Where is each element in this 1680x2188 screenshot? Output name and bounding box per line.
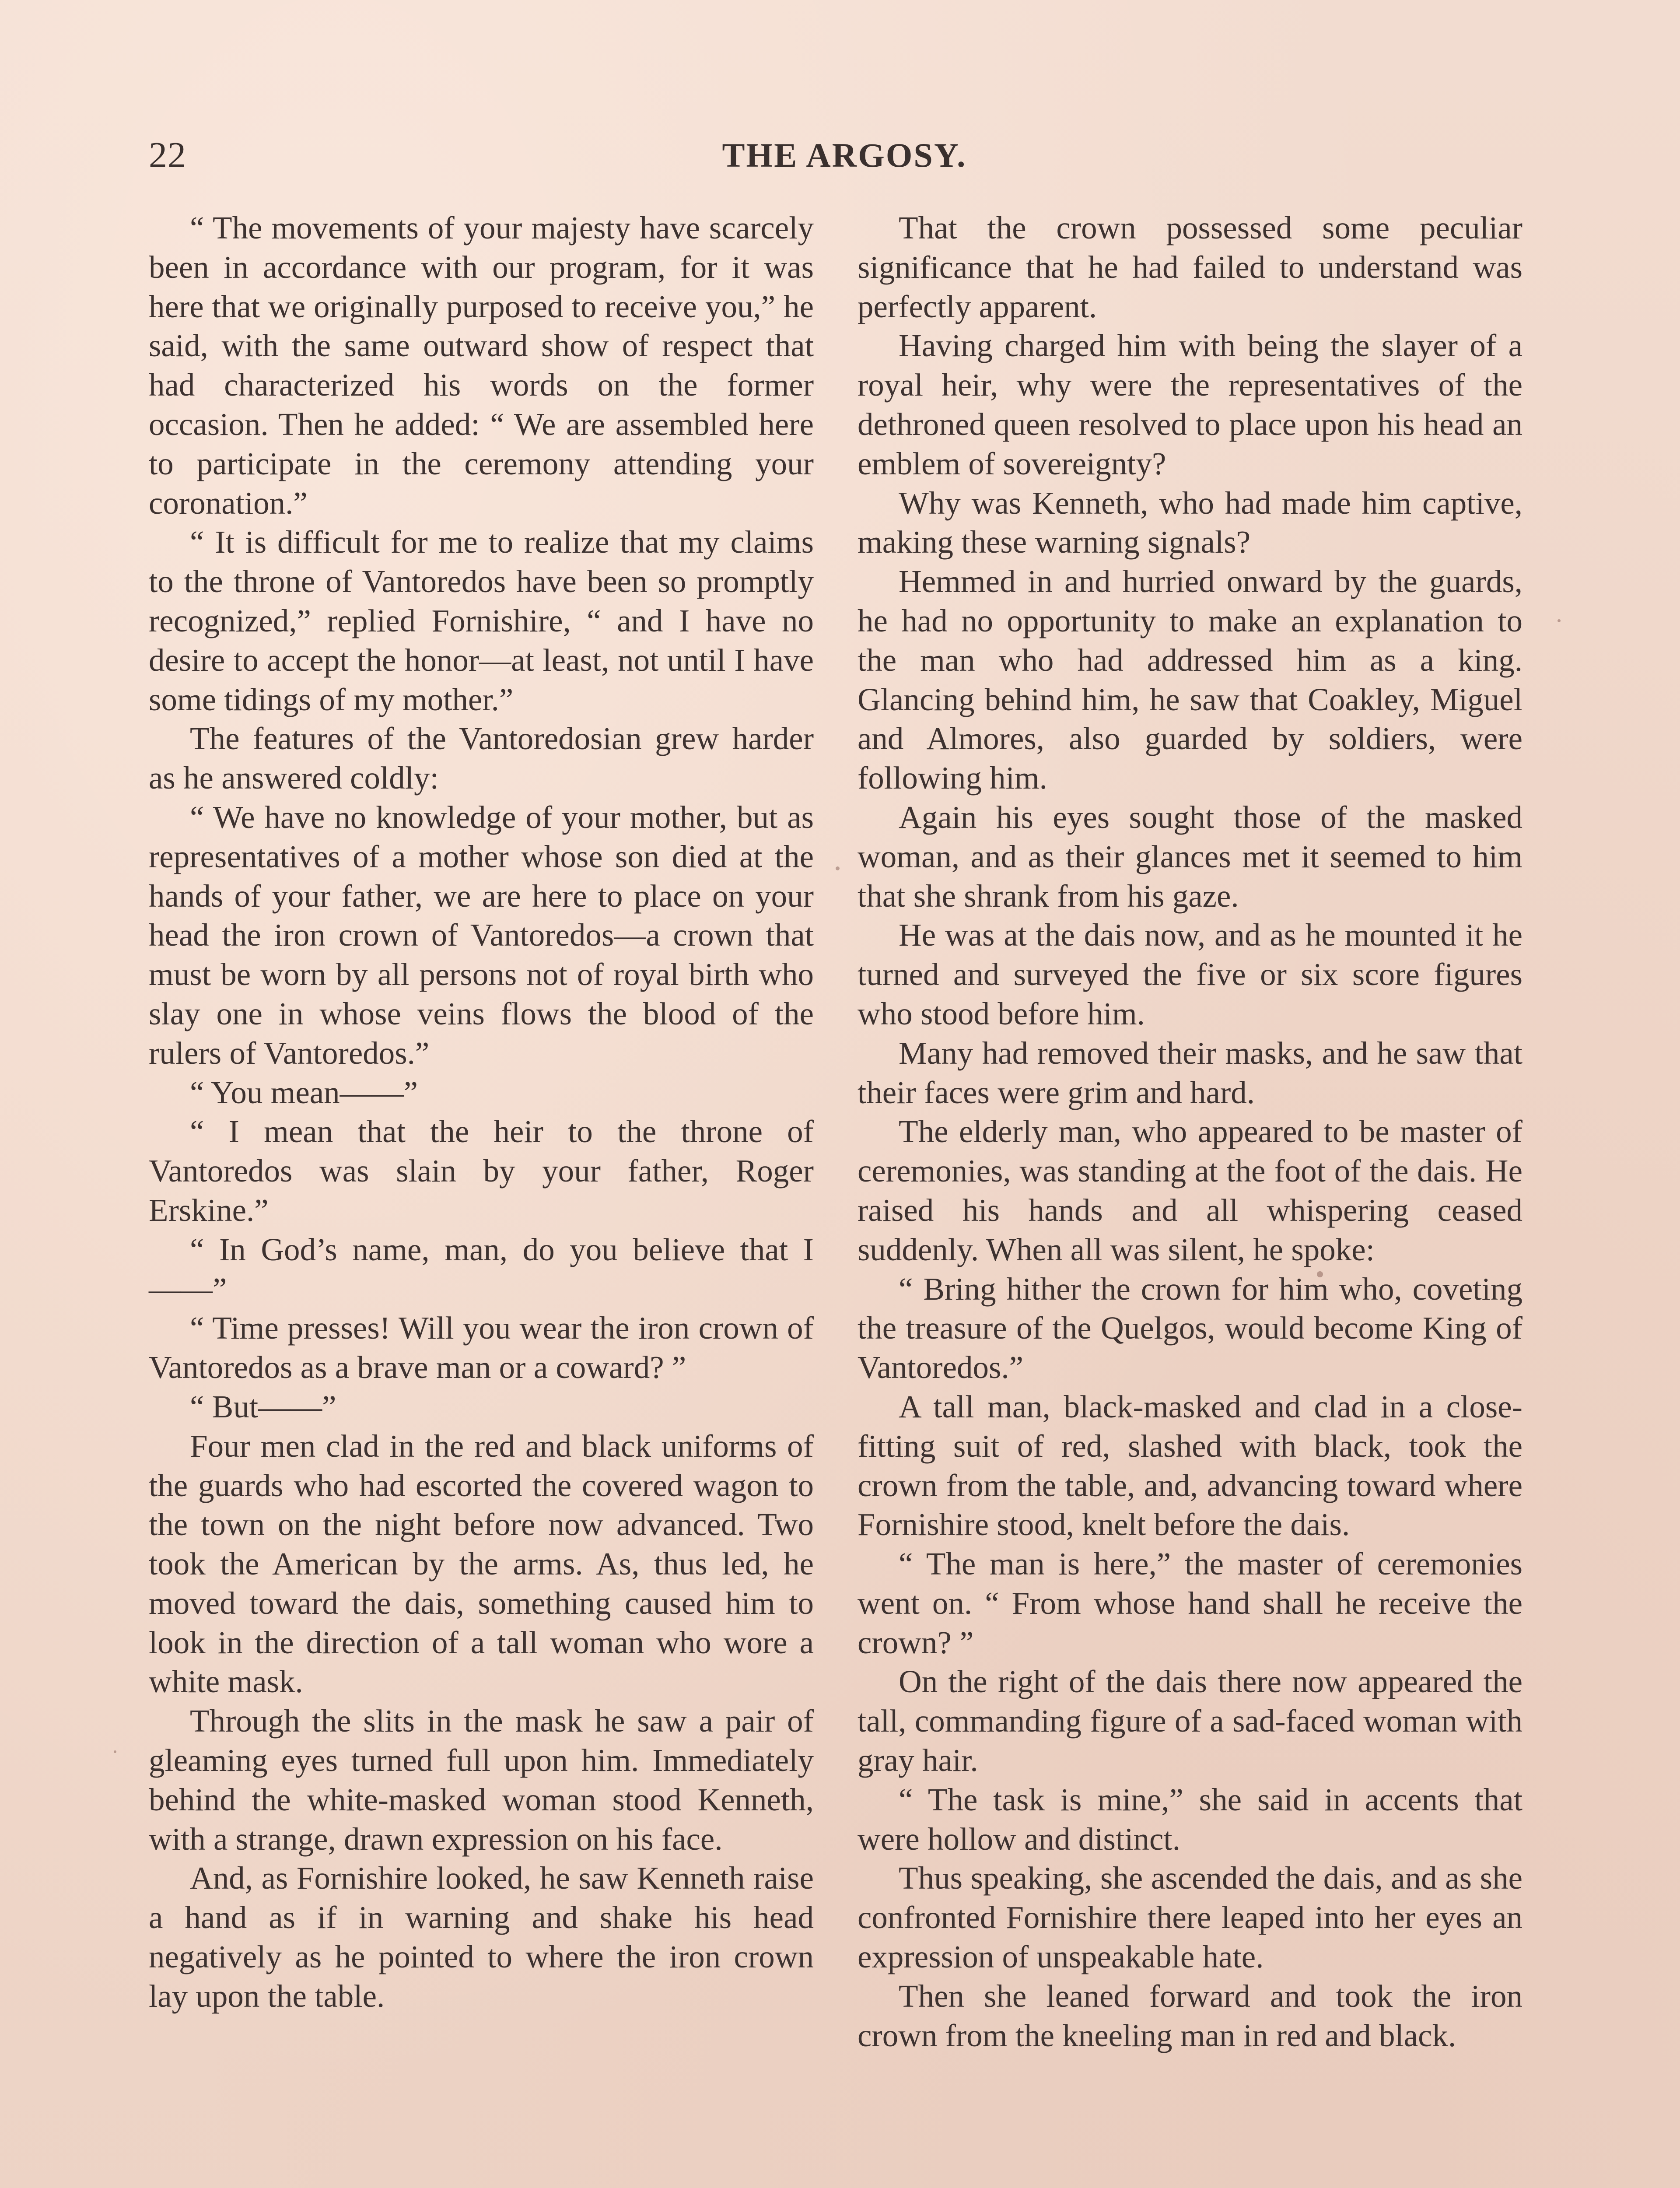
- paragraph: That the crown possessed some peculiar significance that he had failed to understand was perfectly apparent.: [858, 210, 1522, 324]
- paper-speck: [114, 1750, 116, 1753]
- paragraph: He was at the dais now, and as he mounted it he turned and surveyed the five or six score figures who stood before him.: [858, 917, 1522, 1031]
- left-text-column: [149, 208, 814, 2016]
- paragraph: Again his eyes sought those of the masked woman, and as their glances met it seemed to him that she shrank from his gaze.: [858, 799, 1522, 914]
- paragraph: Thus speaking, she ascended the dais, and as she confronted Fornishire there leaped into her eyes an expression of unspeakable hate.: [858, 1860, 1522, 1975]
- paragraph: “ Time presses! Will you wear the iron crown of Vantoredos as a brave man or a coward? ”: [149, 1310, 814, 1385]
- paper-speck: [1558, 619, 1561, 622]
- running-title: THE ARGOSY.: [722, 136, 967, 174]
- paragraph: Then she leaned forward and took the iron crown from the kneeling man in red and black.: [858, 1978, 1522, 2053]
- right-text-column: [858, 208, 1522, 2055]
- paragraph: “ Bring hither the crown for him who, coveting the treasure of the Quelgos, would become King of Vantoredos.”: [858, 1271, 1522, 1385]
- paragraph: “ It is difficult for me to realize that my claims to the throne of Vantoredos have been so promptly recognized,” replied Fornishire, “ and I have no desire to accept the honor—at least, not until I have some tidings of my mother.”: [149, 524, 814, 717]
- paragraph: Hemmed in and hurried onward by the guards, he had no opportunity to make an explanation to the man who had addressed him as a king. Glancing behind him, he saw that Coakley, Miguel and Almores, also guarded by soldiers, were following him.: [858, 564, 1522, 796]
- paragraph: “ But——”: [190, 1389, 336, 1424]
- paragraph: A tall man, black-masked and clad in a close-fitting suit of red, slashed with black, took the crown from the table, and, advancing toward where Fornishire stood, knelt before the dais.: [858, 1389, 1522, 1543]
- page-number: 22: [149, 135, 186, 175]
- paragraph: Why was Kenneth, who had made him captive, making these warning signals?: [858, 485, 1522, 560]
- paragraph: “ You mean——”: [190, 1074, 418, 1110]
- paragraph: Many had removed their masks, and he saw that their faces were grim and hard.: [858, 1035, 1522, 1110]
- page-header: [149, 131, 1540, 179]
- paragraph: Through the slits in the mask he saw a pair of gleaming eyes turned full upon him. Immediately behind the white-masked woman stood Kenneth, with a strange, drawn expression on his face.: [149, 1703, 814, 1857]
- paragraph: “ We have no knowledge of your mother, but as representatives of a mother whose son died at the hands of your father, we are here to place on your head the iron crown of Vantoredos—a crown that must be worn by all persons not of royal birth who slay one in whose veins flows the blood of the rulers of Vantoredos.”: [149, 799, 814, 1071]
- paragraph: “ The man is here,” the master of ceremonies went on. “ From whose hand shall he receive the crown? ”: [858, 1546, 1522, 1660]
- paper-speck: [1317, 1271, 1323, 1277]
- paragraph: The elderly man, who appeared to be master of ceremonies, was standing at the foot of the dais. He raised his hands and all whispering ceased suddenly. When all was silent, he spoke:: [858, 1114, 1522, 1267]
- paragraph: “ The task is mine,” she said in accents that were hollow and distinct.: [858, 1781, 1522, 1857]
- paragraph: Having charged him with being the slayer of a royal heir, why were the representatives of the dethroned queen resolved to place upon his head an emblem of sovereignty?: [858, 328, 1522, 481]
- paragraph: “ The movements of your majesty have scarcely been in accordance with our program, for it was here that we originally purposed to receive you,” he said, with the same outward show of respect that had characterized his words on the former occasion. Then he added: “ We are assembled here to participate in the ceremony attending your coronation.”: [149, 210, 814, 521]
- paragraph: “ I mean that the heir to the throne of Vantoredos was slain by your father, Roger Erskine.”: [149, 1114, 814, 1228]
- paragraph: “ In God’s name, man, do you believe that I——”: [149, 1231, 814, 1307]
- paragraph: The features of the Vantoredosian grew harder as he answered coldly:: [149, 721, 814, 796]
- paragraph: And, as Fornishire looked, he saw Kenneth raise a hand as if in warning and shake his head negatively as he pointed to where the iron crown lay upon the table.: [149, 1860, 814, 2014]
- paper-speck: [836, 866, 840, 870]
- paragraph: Four men clad in the red and black uniforms of the guards who had escorted the covered wagon to the town on the night before now advanced. Two took the American by the arms. As, thus led, he moved toward the dais, something caused him to look in the direction of a tall woman who wore a white mask.: [149, 1428, 814, 1700]
- paragraph: On the right of the dais there now appeared the tall, commanding figure of a sad-faced woman with gray hair.: [858, 1664, 1522, 1778]
